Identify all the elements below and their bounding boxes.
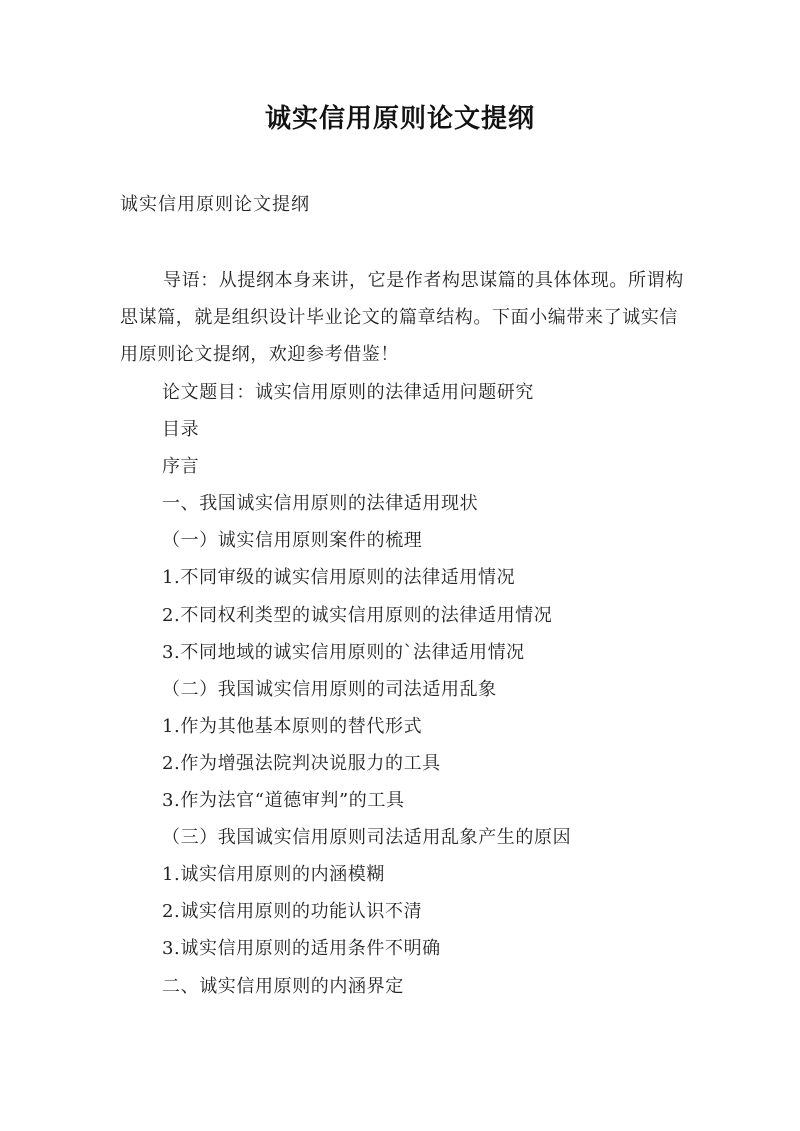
outline-item: 一、我国诚实信用原则的法律适用现状	[162, 493, 479, 515]
outline-item: 3.不同地域的诚实信用原则的`法律适用情况	[162, 641, 525, 663]
outline-item: 1.诚实信用原则的内涵模糊	[162, 864, 385, 886]
outline-item: （三）我国诚实信用原则司法适用乱象产生的原因	[162, 827, 572, 849]
outline-item: 论文题目：诚实信用原则的法律适用问题研究	[162, 382, 534, 403]
outline-item: （一）诚实信用原则案件的梳理	[162, 530, 423, 552]
intro-paragraph: 导语：从提纲本身来讲，它是作者构思谋篇的具体体现。所谓构思谋篇，就是组织设计毕业论文的篇章结构。下面小编带来了诚实信用原则论文提纲，欢迎参考借鉴！	[120, 270, 684, 365]
outline-item: 2.不同权利类型的诚实信用原则的法律适用情况	[162, 604, 553, 626]
document-subtitle: 诚实信用原则论文提纲	[120, 194, 310, 215]
outline-item: 2.作为增强法院判决说服力的工具	[162, 752, 441, 774]
outline-item: （二）我国诚实信用原则的司法适用乱象	[162, 678, 497, 700]
outline-item: 序言	[162, 456, 200, 478]
document-title: 诚实信用原则论文提纲	[264, 104, 535, 134]
outline-item: 二、诚实信用原则的内涵界定	[162, 975, 404, 997]
outline-item: 3.诚实信用原则的适用条件不明确	[162, 938, 441, 960]
outline-list	[162, 374, 722, 1005]
outline-item: 1.不同审级的诚实信用原则的法律适用情况	[162, 567, 516, 589]
outline-item: 1.作为其他基本原则的替代形式	[162, 715, 423, 737]
outline-item: 目录	[162, 419, 200, 441]
outline-item: 3.作为法官“道德审判”的工具	[162, 790, 405, 812]
outline-item: 2.诚实信用原则的功能认识不清	[162, 901, 423, 923]
